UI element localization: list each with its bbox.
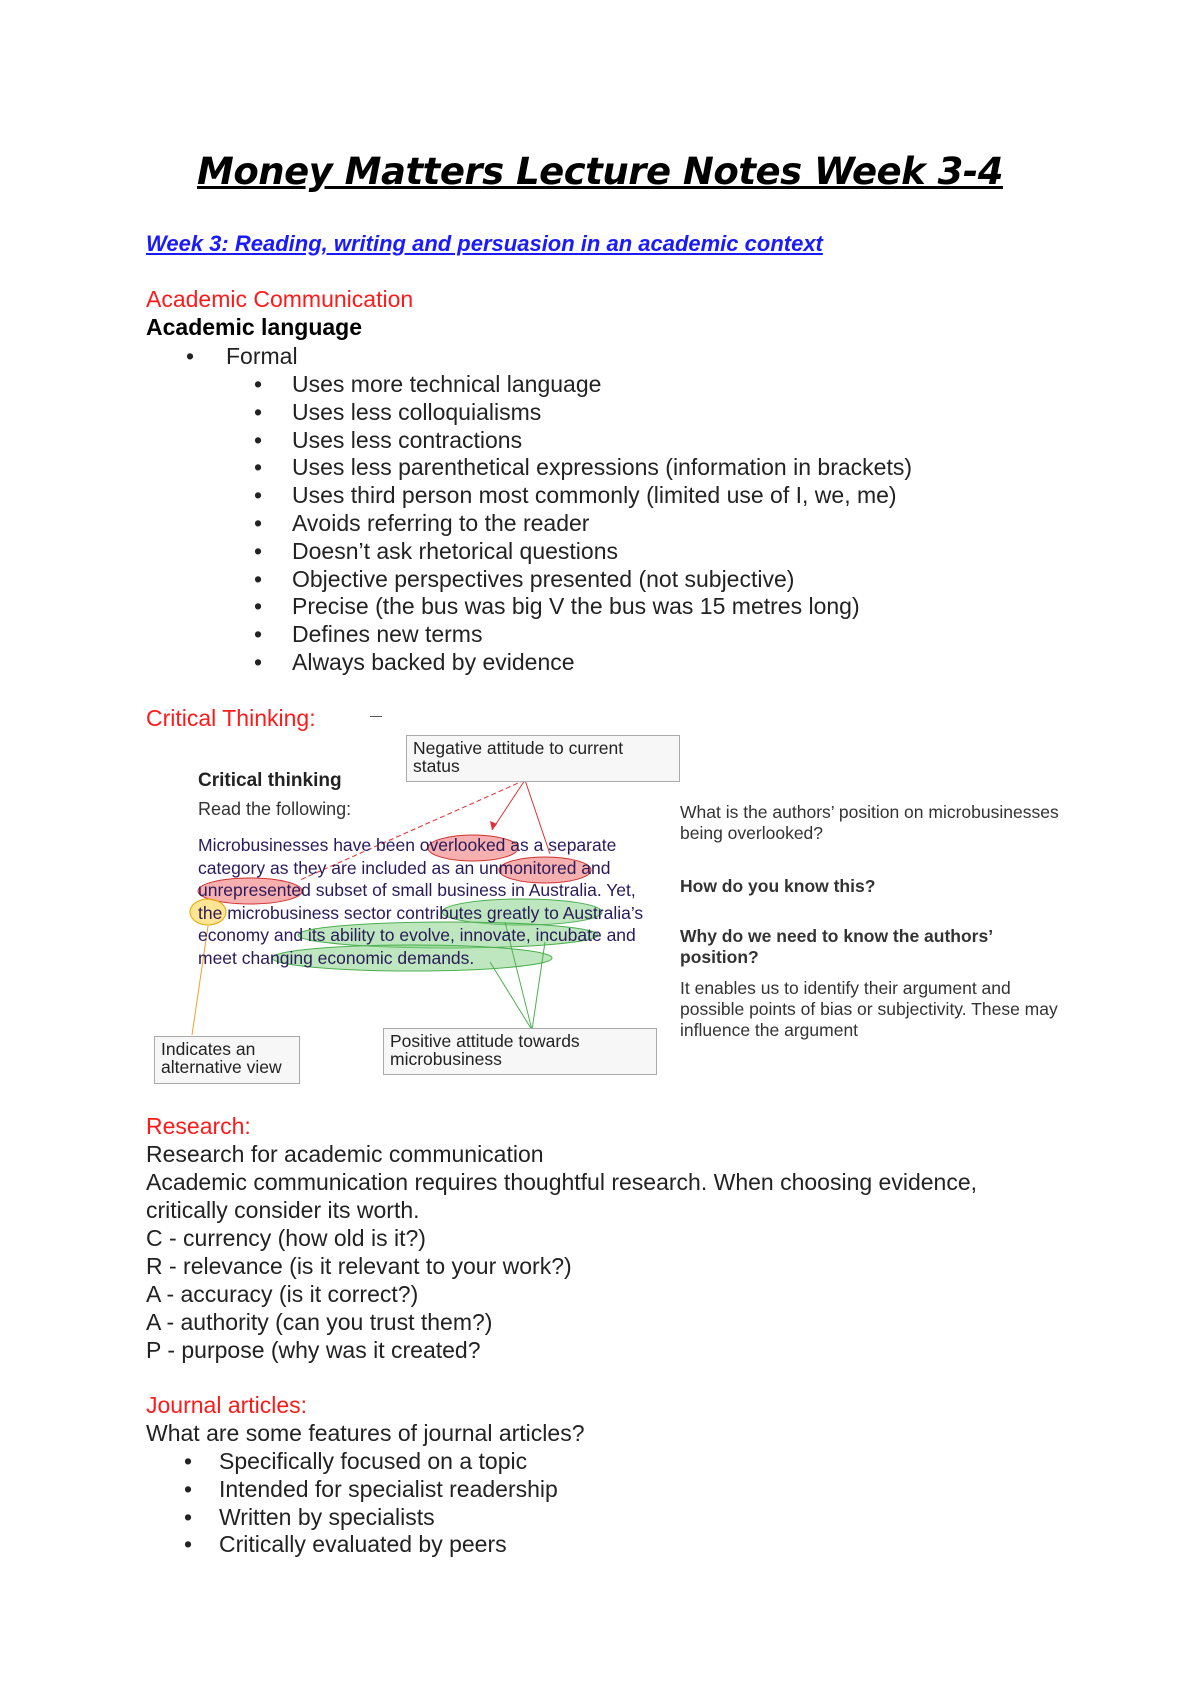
list-item: • Uses more technical language: [292, 371, 912, 399]
list-item: • Critically evaluated by peers: [219, 1531, 558, 1559]
academic-communication-heading: Academic Communication: [146, 286, 414, 312]
week-3-heading: Week 3: Reading, writing and persuasion in an academic context: [146, 231, 823, 256]
list-item: • Intended for specialist readership: [219, 1476, 558, 1504]
academic-language-list: [226, 343, 298, 371]
research-line: critically consider its worth.: [146, 1197, 420, 1223]
question-why-know: Why do we need to know the authors’ position?: [680, 926, 993, 967]
answer-text: It enables us to identify their argument and possible points of bias or subjectivity. These may influence the argument: [680, 978, 1058, 1040]
journal-features-list: [219, 1448, 558, 1559]
research-line: P - purpose (why was it created?: [146, 1337, 481, 1363]
list-item: • Uses less colloquialisms: [292, 399, 912, 427]
list-item: • Doesn’t ask rhetorical questions: [292, 538, 912, 566]
research-line: R - relevance (is it relevant to your work?): [146, 1253, 572, 1279]
list-item: • Always backed by evidence: [292, 649, 912, 677]
academic-language-subheading: Academic language: [146, 314, 363, 340]
question-how-know: How do you know this?: [680, 876, 876, 896]
research-line: Academic communication requires thoughtful research. When choosing evidence,: [146, 1169, 977, 1195]
question-position: What is the authors’ position on microbusinesses being overlooked?: [680, 802, 1059, 843]
list-item: • Precise (the bus was big V the bus was 15 metres long): [292, 593, 912, 621]
list-item: • Formal: [226, 343, 298, 371]
list-item: • Objective perspectives presented (not subjective): [292, 566, 912, 594]
critical-thinking-figure: [150, 730, 1070, 1082]
list-item: • Specifically focused on a topic: [219, 1448, 558, 1476]
journal-articles-heading: Journal articles:: [146, 1392, 308, 1418]
figure-passage: Microbusinesses have been overlooked as a separate category as they are included as an unmonitored and unrepresented subset of small business in Australia. Yet, the microbusiness sector contributes greatly to Australia’s economy and its ability to evolve, innovate, incubate and meet changing economic demands.: [198, 835, 644, 968]
arrow-positive-1: [490, 962, 532, 1030]
formal-features-list: [292, 371, 912, 677]
list-item: • Written by specialists: [219, 1504, 558, 1532]
page-title: Money Matters Lecture Notes Week 3-4: [197, 150, 1003, 193]
research-heading: Research:: [146, 1113, 251, 1139]
alternative-view-box: Indicates an alternative view: [154, 1036, 300, 1084]
research-line: A - authority (can you trust them?): [146, 1309, 493, 1335]
list-item: • Defines new terms: [292, 621, 912, 649]
journal-question: What are some features of journal articles?: [146, 1420, 585, 1446]
research-line: A - accuracy (is it correct?): [146, 1281, 419, 1307]
figure-subtitle: Read the following:: [198, 799, 352, 819]
list-item: • Uses third person most commonly (limited use of I, we, me): [292, 482, 912, 510]
negative-attitude-box: Negative attitude to current status: [406, 735, 680, 782]
figure-title: Critical thinking: [198, 770, 342, 791]
list-item: • Uses less contractions: [292, 427, 912, 455]
list-item: • Uses less parenthetical expressions (information in brackets): [292, 454, 912, 482]
research-line: C - currency (how old is it?): [146, 1225, 426, 1251]
dash-mark: [370, 716, 382, 717]
critical-thinking-heading: Critical Thinking:: [146, 705, 316, 731]
research-line: Research for academic communication: [146, 1141, 544, 1167]
positive-attitude-box: Positive attitude towards microbusiness: [383, 1028, 657, 1075]
list-item: • Avoids referring to the reader: [292, 510, 912, 538]
